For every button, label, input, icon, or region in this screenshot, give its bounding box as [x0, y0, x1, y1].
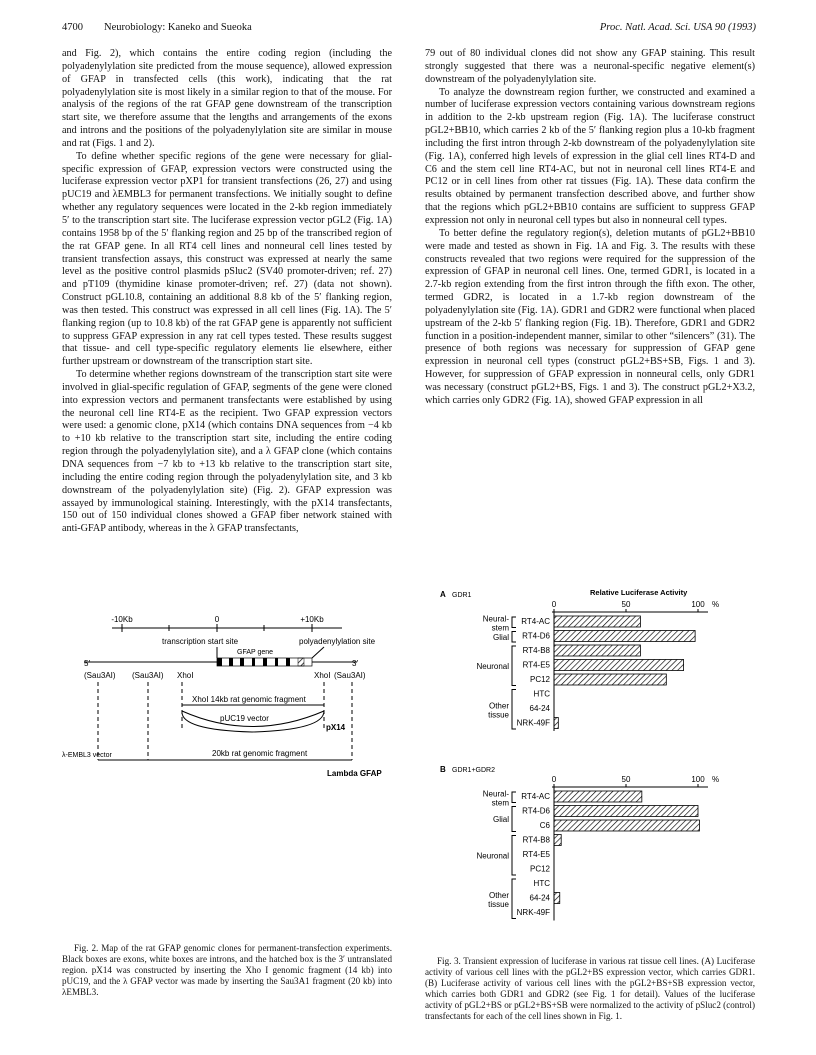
figure-2-map: [62, 610, 402, 788]
category-label: NRK-49F: [516, 908, 550, 917]
polyA-label: polyadenylylation site: [299, 637, 376, 646]
bar: [554, 616, 640, 627]
category-label: 64-24: [529, 893, 550, 903]
bar: [554, 806, 698, 817]
panel-title: GDR1+GDR2: [452, 767, 495, 774]
group-bracket: [512, 646, 516, 686]
gfap-gene-label: GFAP gene: [237, 649, 274, 656]
bar: [554, 791, 642, 802]
right-column: [425, 48, 755, 408]
scale-label-zero: 0: [214, 615, 220, 624]
group-label: Neuronal: [476, 851, 509, 861]
category-label: C6: [539, 821, 550, 830]
five-prime-label: 5′: [84, 659, 90, 668]
paragraph: 79 out of 80 individual clones did not show any GFAP staining. This result strongly suggested that there was a neuronal-specific negative element(s) downstream of the polyadenylylation site.: [425, 48, 755, 85]
scale-label-minus10: -10Kb: [111, 615, 133, 624]
category-label: RT4-AC: [521, 617, 550, 626]
running-head: Neurobiology: Kaneko and Sueoka: [104, 22, 252, 33]
bar: [554, 718, 558, 729]
group-label: Neural-stem: [482, 614, 509, 633]
category-label: RT4-E5: [522, 660, 550, 670]
category-label: RT4-D6: [522, 806, 550, 816]
site-sau3ai-2: (Sau3AI): [132, 671, 164, 680]
panel-letter: B: [440, 765, 446, 774]
three-prime-label: 3′: [352, 659, 358, 668]
group-bracket: [512, 617, 516, 628]
paragraph: To analyze the downstream region further, we constructed and examined a number of luciferase expression vectors containing various downstream regions in addition to the 2-kb upstream region (Fig. 1A). The luciferase construct pGL2+BB10, which carries 2 kb of the 5′ flanking region plus a 10-kb fragment including the first intron through 2-kb downstream of the polyadenylylation site (Fig. 1A), conferred high levels of expression in the glial cell lines RT4-D and C6 and the stem cell line RT4-AC, but not in neuronal cell lines RT4-E and PC12 or in cell lines from other rat tissues (Fig. 1A). These data confirm the results obtained by permanent transfection described above, and further show that the regions which pGL2+BB10 contains are sufficient to suppress GFAP expression not only in neuronal cell types but also in nonneural cell types.: [425, 86, 755, 226]
tick-label: 50: [621, 600, 631, 609]
bar: [554, 835, 561, 846]
panel-title: GDR1: [452, 592, 472, 599]
category-label: HTC: [533, 689, 550, 699]
category-label: RT4-B8: [522, 835, 550, 845]
gene-exons: [217, 658, 312, 666]
category-label: RT4-AC: [521, 792, 550, 801]
bar: [554, 645, 640, 656]
category-label: NRK-49F: [516, 718, 550, 728]
group-label: Glial: [492, 632, 509, 642]
group-bracket: [512, 879, 516, 919]
unit-label: %: [712, 600, 720, 609]
category-label: RT4-D6: [522, 631, 550, 641]
tick-label: 100: [691, 775, 705, 784]
page-number: 4700: [62, 22, 83, 33]
tick-label: 0: [551, 600, 557, 609]
caption-text: Fig. 3. Transient expression of luciferase in various rat tissue cell lines. (A) Luciferase activity of various cell lines with the pGL2+BS expression vector, which carries GDR1. (B) Luciferase activity of various cell lines with the pGL2+BS+SB expression vector, which carries both GDR1 and GDR2 (see Fig. 1 for detail). Values of the luciferase activity of pGL2+BS or pGL2+BS+SB were normalized to the activity of pSluc2 (control) transfectants for each of the cell lines shown in Fig. 1.: [425, 956, 755, 1022]
group-bracket: [512, 690, 516, 730]
paragraph: To determine whether regions downstream of the transcription start site were involved in glial-specific regulation of GFAP, segments of the gene were cloned into expression vectors and permanent transfectants were established by using the neuronal cell line RT4-E as the recipient. Two GFAP expression vectors were used: a genomic clone, pX14 (which contains DNA sequences from −4 kb to +10 kb relative to the transcription start site, including the entire coding region through the polyadenylylation site), and a λ GFAP clone (which contains DNA sequences from −7 kb to +13 kb relative to the transcription start site, including the entire coding region through the polyadenylylation site, and 3 kb downstream of the polyadenylylation site) (Fig. 2). GFAP expression was assayed by immunological staining. Interestingly, with the pX14 transfectants, 150 out of 150 individual clones showed a GFAP fiber network stained with anti-GFAP antibody, whereas in the λ GFAP transfectants,: [62, 369, 392, 535]
group-bracket: [512, 807, 516, 832]
group-label: Glial: [492, 815, 509, 824]
bar: [554, 820, 699, 831]
tick-label: 100: [691, 600, 705, 609]
group-label: Other tissue: [488, 701, 509, 720]
paragraph: and Fig. 2), which contains the entire coding region (including the polyadenylylation site predicted from the mouse sequence), allowed expression of GFAP in transfected cells (this work), indicating that the rat polyadenylylation site is most likely in a similar region to that of the mouse. For analysis of the regions of the rat GFAP gene downstream of the transcription start site, we therefore assume that the lengths and arrangements of the exons and introns and the positions of the polyadenylylation site are similar in mouse and rat (Figs. 1 and 2).: [62, 48, 392, 149]
figure-2-caption: [62, 943, 392, 998]
group-bracket: [512, 792, 516, 803]
genomic-fragment-label: 20kb rat genomic fragment: [212, 749, 308, 758]
bar: [554, 674, 666, 685]
category-label: HTC: [533, 879, 550, 888]
group-bracket: [512, 836, 516, 876]
group-label: Neural-stem: [482, 789, 509, 808]
lambda-gfap-label: Lambda GFAP: [327, 769, 382, 778]
figure-3-caption: [425, 956, 755, 1023]
category-label: RT4-B8: [522, 646, 550, 655]
caption-text: Fig. 2. Map of the rat GFAP genomic clones for permanent-transfection experiments. Black boxes are exons, white boxes are introns, and the hatched box is the 3′ untranslated region. pX14 was constructed by inserting the Xho I genomic fragment (14 kb) into pUC19, and the λ GFAP vector was made by inserting the Sau3A1 fragment (20 kb) into λEMBL3.: [62, 943, 392, 998]
bar: [554, 893, 560, 904]
paragraph: To better define the regulatory region(s), deletion mutants of pGL2+BB10 were made and tested as shown in Fig. 1A and Fig. 3. The results with these constructs revealed that two regions were required for the suppression of the expression of GFAP in neuronal cell lines. One, termed GDR1, is located in a 2.7-kb region extending from the first intron through the fifth exon. The other, termed GDR2, is located in a 1.7-kb region downstream of the polyadenylylation site (Fig. 1A). GDR1 and GDR2 were functional when placed upstream of the 2-kb 5′ flanking region (Fig. 1B). Therefore, GDR1 and GDR2 function in a position-independent manner, similar to other “silencers” (31). The presence of both regions was necessary for suppression of GFAP gene expression in neuronal cell types (construct pGL2+BS+SB, Figs. 1 and 3). However, for suppression of GFAP expression in nonneural cells, only GDR1 was necessary (construct pGL2+BS, Figs. 1 and 3). The construct pGL2+X3.2, which carries only GDR2 (Fig. 1A), showed GFAP expression in all: [425, 227, 755, 406]
site-sau3ai-3: (Sau3AI): [334, 671, 366, 680]
tick-label: 50: [621, 775, 631, 784]
figure-3a-chart: [440, 585, 750, 755]
axis-label: Relative Luciferase Activity: [590, 588, 688, 597]
left-column: [62, 48, 392, 536]
group-label: Other tissue: [488, 890, 509, 909]
paragraph: To define whether specific regions of the gene were necessary for glial-specific expression of GFAP, expression vectors were constructed using the luciferase expression vector pXP1 for transient transfections (26, 27) and using pUC19 and λEMBL3 for permanent transfections. We initially sought to define whether any regulatory sequences were located in the 2-kb region immediately 5′ to the transcription start site. The luciferase expression vector pGL2 (Fig. 1A) contains 1958 bp of the 5′ flanking region and 25 bp of the transcribed region of the rat GFAP gene. In all RT4 cell lines and nonneural cell lines tested by transient transfection assays, this construct was expressed at nearly the same level as the positive control plasmids pSluc2 (SV40 promoter-driven; ref. 27) and pT109 (thymidine kinase promoter-driven; ref. 27) (data not shown). Construct pGL10.8, containing an additional 8.8 kb of the 5′ flanking region, was then tested. This construct was expressed in all cell lines (Fig. 1A). The 5′ flanking region (up to 10.8 kb) of the rat GFAP gene is apparently not sufficient to suppress GFAP expression in any rat cell types tested. These results suggest that tissue- and cell type-specific regulatory elements lie elsewhere, either further upstream or downstream of the transcription start site.: [62, 150, 392, 368]
category-label: PC12: [529, 675, 550, 684]
panel-letter: A: [440, 590, 446, 599]
category-label: 64-24: [529, 704, 550, 713]
unit-label: %: [712, 775, 720, 784]
site-xhoi-2: XhoI: [314, 671, 331, 680]
bar: [554, 631, 695, 642]
bar: [554, 660, 684, 671]
xhoi-fragment-label: XhoI 14kb rat genomic fragment: [192, 695, 306, 704]
site-xhoi-1: XhoI: [177, 671, 194, 680]
scale-label-plus10: +10Kb: [300, 615, 324, 624]
figure-3b-chart: [440, 760, 750, 948]
group-label: Neuronal: [476, 661, 509, 671]
tick-label: 0: [551, 775, 557, 784]
site-sau3ai-1: (Sau3AI): [84, 671, 116, 680]
journal-citation: Proc. Natl. Acad. Sci. USA 90 (1993): [599, 22, 756, 33]
group-bracket: [512, 632, 516, 643]
lambda-vector-label: λ-EMBL3 vector: [62, 752, 112, 759]
category-label: PC12: [529, 864, 550, 874]
transcription-start-label: transcription start site: [162, 637, 239, 646]
puc19-label: pUC19 vector: [220, 714, 269, 723]
px14-label: pX14: [326, 723, 346, 732]
category-label: RT4-E5: [522, 850, 550, 859]
